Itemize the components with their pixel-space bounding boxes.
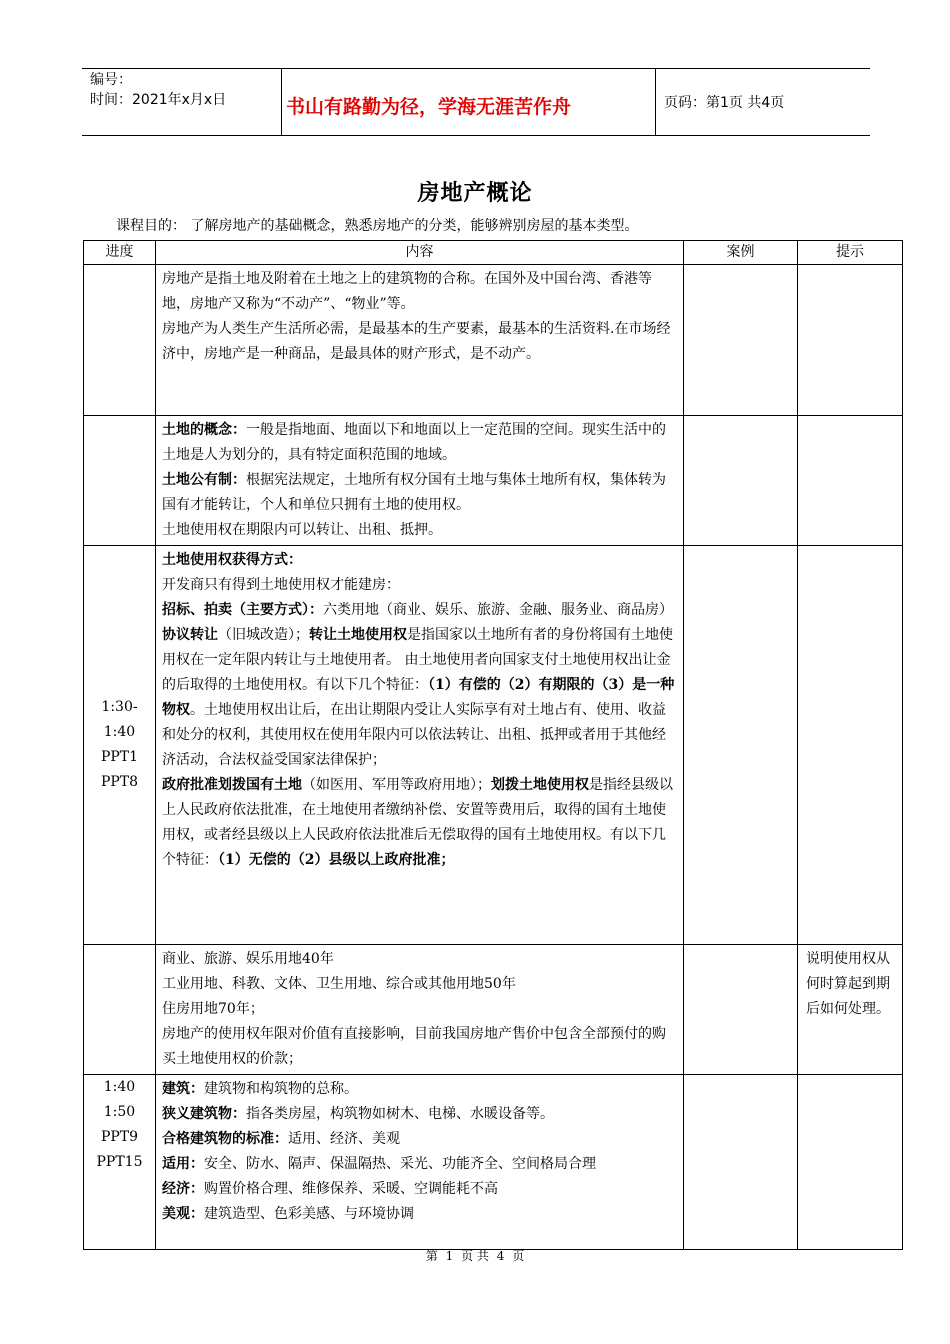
progress-line: PPT1 <box>100 749 139 765</box>
progress-cell <box>84 416 156 546</box>
content-line <box>162 418 679 468</box>
term-text: 一般是指地面、地面以下和地面以上一定范围的空间。现实生活中的土地是人为划分的，具有特定面积范围的地域。 <box>162 422 666 463</box>
term-bold: 招标、拍卖（主要方式）： <box>162 602 323 618</box>
progress-cell <box>84 265 156 416</box>
header-progress: 进度 <box>84 241 156 265</box>
term-text: 土地使用权在期限内可以转让、出租、抵押。 <box>162 522 442 538</box>
header-top-rule <box>82 68 870 69</box>
content-cell <box>156 546 684 945</box>
table-row <box>84 546 903 945</box>
progress-cell <box>84 1075 156 1250</box>
content-line <box>162 1177 679 1202</box>
case-cell <box>684 1075 798 1250</box>
page-footer <box>0 1248 950 1264</box>
header-case: 案例 <box>684 241 798 265</box>
header-divider-right <box>655 68 656 135</box>
term-bold: 适用： <box>162 1156 204 1172</box>
term-text: 适用、经济、美观 <box>288 1131 400 1147</box>
course-table <box>83 240 903 1250</box>
page-title: 房地产概论 <box>417 181 533 206</box>
term-bold: （1）有偿的（2）有期限的（3）是一种物权 <box>162 677 675 718</box>
progress-line: 1:40 <box>103 724 136 740</box>
content-line <box>162 598 679 623</box>
header-bottom-rule <box>82 135 870 136</box>
header-hint: 提示 <box>798 241 903 265</box>
term-text: 购置价格合理、维修保养、采暖、空调能耗不高 <box>204 1181 498 1197</box>
term-bold: 建筑： <box>162 1081 204 1097</box>
content-cell <box>156 416 684 546</box>
content-line <box>162 1202 679 1227</box>
term-bold: 划拨土地使用权 <box>491 777 589 793</box>
hint-cell <box>798 265 903 416</box>
footer-suffix: 页 <box>512 1249 525 1263</box>
term-text: （如医用、军用等政府用地）； <box>302 777 491 793</box>
hint-cell: 说明使用权从何时算起到期后如何处理。 <box>798 945 903 1075</box>
term-text: 根据宪法规定，土地所有权分国有土地与集体土地所有权，集体转为国有才能转让，个人和单位只拥有土地的使用权。 <box>162 472 666 513</box>
content-line: 商业、旅游、娱乐用地40年 <box>162 951 334 967</box>
footer-page-number: 1 <box>445 1249 454 1263</box>
term-text: 六类用地（商业、娱乐、旅游、金融、服务业、商品房） <box>323 602 673 618</box>
content-line: 工业用地、科教、文体、卫生用地、综合或其他用地50年 <box>162 976 516 992</box>
term-bold: 合格建筑物的标准： <box>162 1131 288 1147</box>
term-text: 是指国家以土地所有者的身份将国有土地使用权在一定年限内转让与土地使用者。 由土地使用者向国家支付土地使用权出让金的后取得的土地使用权。有以下几个特征： <box>162 627 673 693</box>
term-bold: 转让土地使用权 <box>309 627 407 643</box>
progress-cell <box>84 945 156 1075</box>
hint-cell <box>798 416 903 546</box>
header-divider-left <box>281 68 282 135</box>
footer-prefix: 第 <box>425 1249 438 1263</box>
document-time-label: 时间：2021年x月x日 <box>90 92 227 108</box>
hint-cell <box>798 546 903 945</box>
table-row <box>84 1075 903 1250</box>
progress-line: PPT8 <box>100 774 139 790</box>
case-cell <box>684 945 798 1075</box>
case-cell <box>684 416 798 546</box>
term-text: 指各类房屋，构筑物如树木、电梯、水暖设备等。 <box>246 1106 554 1122</box>
term-bold: 土地使用权获得方式： <box>162 552 302 568</box>
content-line <box>162 1077 679 1102</box>
term-text: 建筑造型、色彩美感、与环境协调 <box>204 1206 414 1222</box>
term-text: （旧城改造）； <box>218 627 309 643</box>
progress-line: PPT15 <box>96 1154 143 1170</box>
term-bold: 经济： <box>162 1181 204 1197</box>
progress-cell <box>84 546 156 945</box>
header-motto: 书山有路勤为径，学海无涯苦作舟 <box>286 96 572 118</box>
content-line <box>162 1102 679 1127</box>
case-cell <box>684 546 798 945</box>
content-line <box>162 468 679 518</box>
term-bold: （1）无偿的（2）县级以上政府批准； <box>218 852 455 868</box>
footer-total-pages: 4 <box>496 1249 505 1263</box>
case-cell <box>684 265 798 416</box>
table-row <box>84 945 903 1075</box>
term-text: 建筑物和构筑物的总称。 <box>204 1081 358 1097</box>
content-cell <box>156 945 684 1075</box>
content-cell <box>156 265 684 416</box>
header-content: 内容 <box>156 241 684 265</box>
term-bold: 狭义建筑物： <box>162 1106 246 1122</box>
term-text: 安全、防水、隔声、保温隔热、采光、功能齐全、空间格局合理 <box>204 1156 596 1172</box>
progress-line: 1:40 <box>103 1079 136 1095</box>
content-line <box>162 1127 679 1152</box>
term-bold: 政府批准划拨国有土地 <box>162 777 302 793</box>
page-indicator: 页码：第1页 共4页 <box>664 95 785 111</box>
content-line <box>162 518 679 543</box>
content-cell <box>156 1075 684 1250</box>
term-text: 。土地使用权出让后，在出让期限内受让人实际享有对土地占有、使用、收益和处分的权利，其使用权在使用年限内可以依法转让、出租、抵押或者用于其他经济活动，合法权益受国家法律保护； <box>162 702 666 768</box>
term-bold: 土地公有制： <box>162 472 246 488</box>
term-text: 开发商只有得到土地使用权才能建房： <box>162 577 400 593</box>
term-bold: 协议转让 <box>162 627 218 643</box>
content-line: 住房用地70年； <box>162 1001 264 1017</box>
term-text: 是指经县级以上人民政府依法批准，在土地使用者缴纳补偿、安置等费用后，取得的国有土地使用权，或者经县级以上人民政府依法批准后无偿取得的国有土地使用权。有以下几个特征： <box>162 777 673 868</box>
table-row <box>84 265 903 416</box>
term-bold: 土地的概念： <box>162 422 246 438</box>
content-line: 房地产的使用权年限对价值有直接影响，目前我国房地产售价中包含全部预付的购买土地使用权的价款； <box>162 1026 666 1067</box>
content-line <box>162 623 679 773</box>
content-line <box>162 773 679 873</box>
content-line <box>162 548 679 573</box>
content-line <box>162 573 679 598</box>
document-number-label: 编号： <box>90 72 132 88</box>
content-line <box>162 1152 679 1177</box>
footer-middle: 页 共 <box>461 1249 489 1263</box>
progress-line: 1:30- <box>101 699 138 715</box>
content-line: 房地产是指土地及附着在土地之上的建筑物的合称。在国外及中国台湾、香港等地，房地产又称为“不动产”、“物业”等。 <box>162 271 652 312</box>
course-goal: 课程目的： 了解房地产的基础概念，熟悉房地产的分类，能够辨别房屋的基本类型。 <box>116 218 639 234</box>
progress-line: 1:50 <box>103 1104 136 1120</box>
term-bold: 美观： <box>162 1206 204 1222</box>
table-row <box>84 416 903 546</box>
hint-cell <box>798 1075 903 1250</box>
content-line: 房地产为人类生产生活所必需，是最基本的生产要素，最基本的生活资料.在市场经济中，房地产是一种商品，是最具体的财产形式，是不动产。 <box>162 321 671 362</box>
table-header-row <box>84 241 903 265</box>
progress-line: PPT9 <box>100 1129 139 1145</box>
